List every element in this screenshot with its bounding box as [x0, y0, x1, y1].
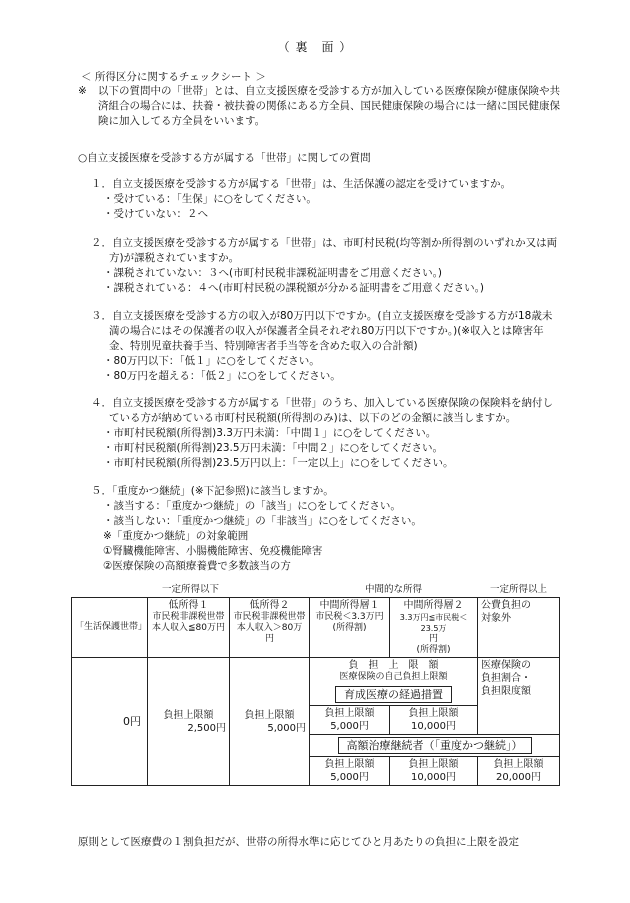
- question-3-option-1: ・80万円以下：「低１」に○をしてください。: [103, 355, 320, 367]
- question-2-option-1: ・課税されていない：３へ(市町村民税非課税証明書をご用意ください。): [103, 267, 442, 279]
- kougaku-label-cell: [310, 735, 560, 757]
- col-low2: [230, 598, 310, 658]
- high-kougaku-amount: 20,000円: [496, 772, 542, 783]
- col-low1-desc-1: 市民税非課税世帯: [152, 612, 225, 622]
- welfare-amount-cell: 0円: [72, 658, 148, 786]
- col-welfare-name: 「生活保護世帯」: [75, 622, 148, 632]
- col-mid2-name: 中間所得層２: [403, 600, 464, 611]
- col-mid2: [390, 598, 478, 658]
- question-1-option-2: ・受けていない：２へ: [103, 208, 208, 220]
- col-welfare: [72, 598, 148, 658]
- question-3: [91, 309, 561, 384]
- question-3-text: ３．自立支援医療を受診する方の収入が80万円以下ですか。(自立支援医療を受診する方が18歳未満の場合にはその保護者の収入が保護者全員それぞれ80万円以下ですか。)(※収入とは障害年金、特別児童扶養手当、特別障害者手当等を含めた収入の合計額): [91, 310, 553, 352]
- col-mid1: [310, 598, 390, 658]
- group-label-middle: 中間的な所得: [310, 582, 478, 598]
- question-1-text: １．自立支援医療を受診する方が属する「世帯」は、生活保護の認定を受けていますか。: [91, 178, 511, 190]
- question-1-option-1: ・受けている：「生保」に○をしてください。: [103, 193, 317, 205]
- public-note-2: 負担割合・: [481, 673, 532, 684]
- col-mid1-desc-2: (所得割): [332, 623, 367, 633]
- col-low2-desc-3: 円: [265, 634, 275, 644]
- limit-subheader: 医療保険の自己負担上限額: [339, 672, 448, 682]
- checksheet-title: ＜ 所得区分に関するチェックシート ＞: [81, 71, 266, 83]
- col-low2-name: 低所得２: [249, 600, 290, 611]
- question-1: [91, 177, 561, 222]
- high-kougaku-label: 負担上限額: [493, 759, 544, 770]
- col-low2-desc-2: 本人収入＞80万: [236, 623, 303, 633]
- col-low2-desc-1: 市民税非課税世帯: [233, 612, 306, 622]
- low2-limit-cell: [230, 658, 310, 786]
- question-5-option-2: ・該当しない：「重度かつ継続」の「非該当」に○をしてください。: [103, 515, 422, 527]
- mid1-ikusei-cell: [310, 706, 390, 735]
- mid2-kougaku-amount: 10,000円: [411, 772, 457, 783]
- mid2-kougaku-cell: [390, 757, 478, 786]
- question-4-option-3: ・市町村民税額(所得割)23.5万円以上：「一定以上」に○をしてください。: [103, 457, 454, 469]
- note-text: 以下の質問中の「世帯」とは、自立支援医療を受診する方が加入している医療保険が健康保険や共済組合の場合には、扶養・被扶養の関係にある方全員、国民健康保険の場合には一緒に国民健康保険に加入してる方全員をいいます。: [98, 85, 560, 127]
- col-mid2-desc-1: 3.3万円≦市民税＜23.5万: [399, 613, 468, 633]
- question-5-text: ５．「重度かつ継続」(※下記参照)に該当しますか。: [91, 485, 334, 497]
- table-limit-row: [72, 658, 560, 685]
- limit-header: 負 担 上 限 額: [348, 660, 439, 671]
- low1-limit-cell: [148, 658, 230, 786]
- col-mid2-desc-3: (所得割): [416, 645, 451, 655]
- col-mid1-name: 中間所得層１: [319, 600, 380, 611]
- question-4-text: ４．自立支援医療を受診する方が属する「世帯」のうち、加入している医療保険の保険料を納付している方が納めている市町村民税額(所得割のみ)は、以下のどの金額に該当しますか。: [91, 397, 553, 424]
- page-title: （ 裏 面 ）: [277, 40, 353, 54]
- question-2: [91, 236, 561, 296]
- table-group-header-row: [72, 582, 560, 598]
- question-5-note-1: ※「重度かつ継続」の対象範囲: [103, 530, 249, 542]
- mid1-kougaku-cell: [310, 757, 390, 786]
- question-2-option-2: ・課税されている：４へ(市町村民税の課税額が分かる証明書をご用意ください。): [103, 282, 484, 294]
- question-5-note-3: ②医療保険の高額療養費で多数該当の方: [103, 560, 291, 572]
- section-question-heading: ○自立支援医療を受診する方が属する「世帯」に関しての質問: [78, 152, 371, 164]
- public-note-3: 負担限度額: [481, 686, 532, 697]
- question-4: [91, 396, 561, 471]
- note-mark: ※: [78, 85, 87, 97]
- question-5-note-2: ①腎臓機能障害、小腸機能障害、免疫機能障害: [103, 545, 323, 557]
- high-empty-cell: [478, 706, 560, 735]
- mid1-ikusei-label: 負担上限額: [324, 708, 375, 719]
- col-low1-desc-2: 本人収入≦80万円: [152, 623, 225, 633]
- col-low1-name: 低所得１: [168, 600, 209, 611]
- col-mid2-desc-2: 円: [429, 634, 439, 644]
- kougaku-label: 高額治療継続者（「重度かつ継続」）: [338, 737, 532, 754]
- low2-limit-amount: 5,000円: [267, 722, 307, 734]
- mid2-kougaku-label: 負担上限額: [408, 759, 459, 770]
- income-category-table: [71, 582, 560, 786]
- ikusei-label-cell: [310, 684, 478, 706]
- question-4-option-2: ・市町村民税額(所得割)23.5万円未満：「中間２」に○をしてください。: [103, 442, 443, 454]
- mid2-ikusei-amount: 10,000円: [411, 721, 457, 732]
- col-mid1-desc-1: 市民税＜3.3万円: [315, 612, 384, 622]
- limit-header-cell: [310, 658, 478, 685]
- col-high-name: 公費負担の: [481, 600, 532, 611]
- high-kougaku-cell: [478, 757, 560, 786]
- col-high-desc: 対象外: [481, 613, 512, 624]
- question-5-option-1: ・該当する：「重度かつ継続」の「該当」に○をしてください。: [103, 500, 401, 512]
- group-label-high: 一定所得以上: [478, 582, 560, 598]
- mid1-kougaku-amount: 5,000円: [330, 772, 369, 783]
- footer-note: 原則として医療費の１割負担だが、世帯の所得水準に応じてひと月あたりの負担に上限を設定: [78, 836, 519, 848]
- ikusei-label: 育成医療の経過措置: [335, 686, 452, 703]
- col-high: [478, 598, 560, 658]
- mid1-kougaku-label: 負担上限額: [324, 759, 375, 770]
- household-definition-note: [78, 84, 566, 129]
- public-note-1: 医療保険の: [481, 660, 532, 671]
- question-5: [91, 484, 561, 574]
- low2-limit-label: 負担上限額: [244, 709, 295, 721]
- group-label-low: 一定所得以下: [72, 582, 310, 598]
- low1-limit-amount: 2,500円: [187, 722, 226, 734]
- public-note-cell: [478, 658, 560, 706]
- col-low1: [148, 598, 230, 658]
- low1-limit-label: 負担上限額: [163, 709, 214, 721]
- mid2-ikusei-label: 負担上限額: [408, 708, 459, 719]
- question-4-option-1: ・市町村民税額(所得割)3.3万円未満：「中間１」に○をしてください。: [103, 427, 437, 439]
- mid2-ikusei-cell: [390, 706, 478, 735]
- table-column-header-row: [72, 598, 560, 658]
- mid1-ikusei-amount: 5,000円: [330, 721, 369, 732]
- question-3-option-2: ・80万円を超える：「低２」に○をしてください。: [103, 370, 341, 382]
- question-2-text: ２．自立支援医療を受診する方が属する「世帯」は、市町村民税(均等割か所得割のいずれか又は両方)が課税されていますか。: [91, 237, 558, 264]
